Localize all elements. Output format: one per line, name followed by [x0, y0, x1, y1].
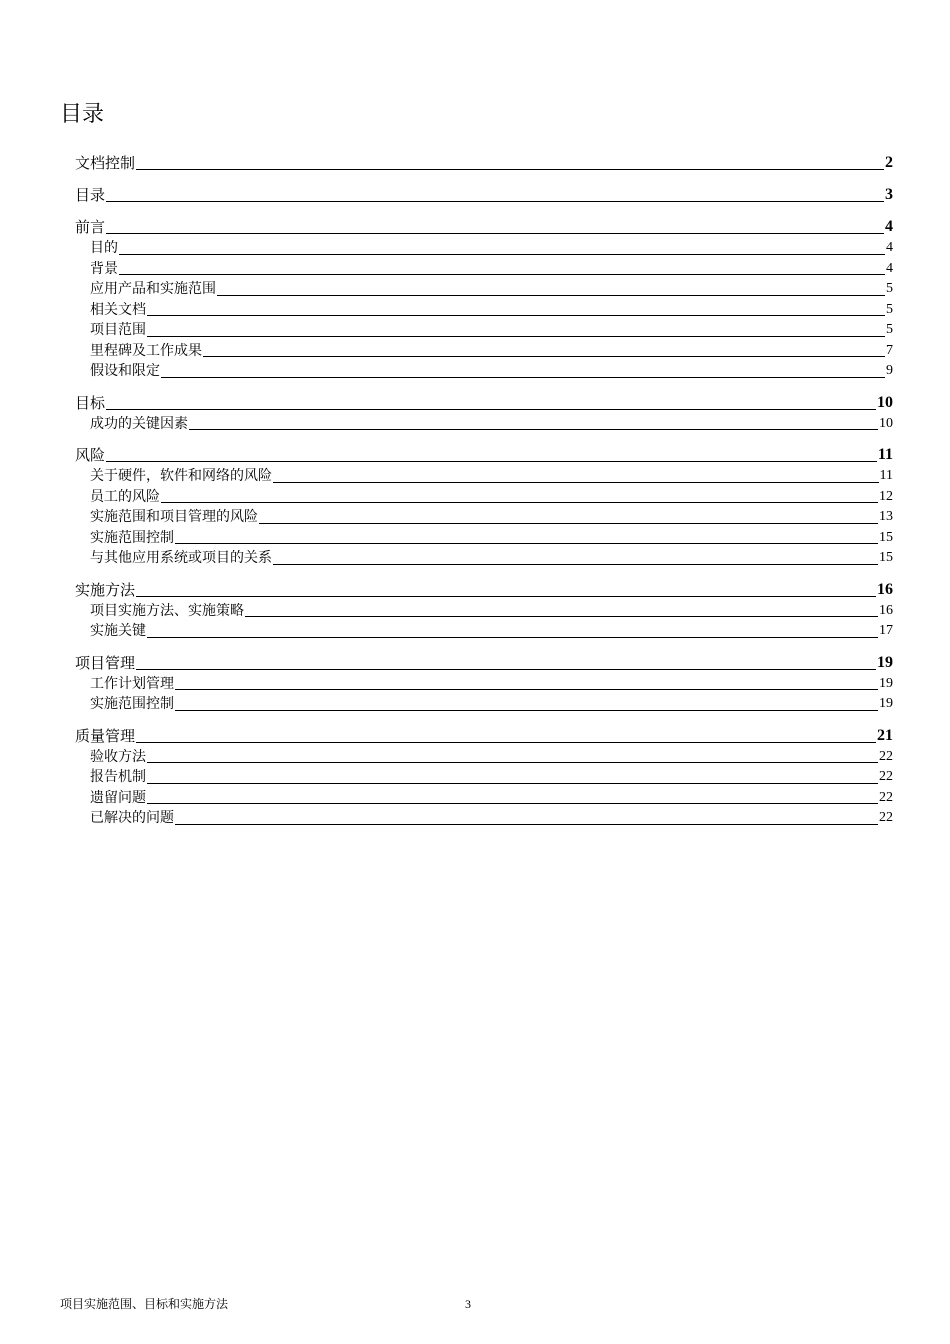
toc-entry-title: 应用产品和实施范围 — [90, 281, 216, 297]
toc-leader-line — [136, 669, 876, 670]
toc-leader-line — [259, 523, 878, 524]
toc-leader-line — [147, 803, 878, 804]
toc-subentry[interactable] — [75, 601, 893, 622]
toc-leader-line — [147, 762, 878, 763]
toc-entry-title: 遗留问题 — [90, 789, 146, 806]
toc-entry-page: 15 — [879, 550, 893, 565]
toc-entry-title: 验收方法 — [90, 748, 146, 765]
toc-entry-page: 17 — [879, 623, 893, 638]
toc-entry-title: 与其他应用系统或项目的关系 — [90, 550, 272, 566]
toc-entry-page: 16 — [877, 580, 893, 598]
toc-entry-page: 21 — [877, 726, 893, 744]
toc-leader-line — [136, 169, 884, 170]
toc-entry[interactable] — [75, 725, 893, 747]
toc-entry-title: 成功的关键因素 — [90, 415, 188, 432]
footer-page-number: 3 — [465, 1297, 471, 1311]
toc-entry[interactable] — [75, 216, 893, 238]
toc-leader-line — [106, 409, 876, 410]
toc-subentry[interactable] — [75, 259, 893, 280]
toc-entry-title: 实施范围控制 — [90, 529, 174, 546]
toc-subentry[interactable] — [75, 694, 893, 715]
footer-document-title: 项目实施范围、目标和实施方法 — [60, 1297, 229, 1311]
toc-entry-title: 已解决的问题 — [90, 810, 174, 826]
toc-entry-title: 实施关键 — [90, 623, 146, 639]
toc-entry-page: 12 — [879, 488, 893, 504]
toc-entry-title: 实施范围和项目管理的风险 — [90, 509, 258, 525]
toc-subentry[interactable] — [75, 528, 893, 549]
toc-subentry[interactable] — [75, 238, 893, 259]
toc-entry-title: 实施范围控制 — [90, 696, 174, 712]
toc-subentry[interactable] — [75, 361, 893, 382]
toc-subentry[interactable] — [75, 487, 893, 508]
toc-subentry[interactable] — [75, 747, 893, 768]
toc-entry-page: 11 — [877, 446, 893, 463]
toc-entry-title: 目的 — [90, 240, 118, 256]
toc-entry-page: 16 — [879, 602, 893, 618]
toc-entry-title: 关于硬件，软件和网络的风险 — [90, 468, 272, 484]
toc-entry-title: 背景 — [90, 260, 118, 277]
toc-entry-page: 22 — [879, 748, 893, 764]
toc-leader-line — [245, 616, 878, 617]
toc-subentry[interactable] — [75, 300, 893, 321]
toc-subentry[interactable] — [75, 621, 893, 642]
toc-entry[interactable] — [75, 184, 893, 206]
toc-entry-page: 10 — [879, 415, 893, 431]
toc-leader-line — [175, 710, 878, 711]
toc-subentry[interactable] — [75, 341, 893, 362]
toc-entry-title: 前言 — [75, 218, 106, 236]
toc-entry-page: 11 — [879, 468, 893, 483]
toc-leader-line — [273, 564, 878, 565]
toc-leader-line — [136, 742, 876, 743]
toc-entry-title: 项目范围 — [90, 322, 146, 338]
toc-leader-line — [119, 274, 885, 275]
toc-leader-line — [175, 689, 878, 690]
toc-entry-title: 质量管理 — [75, 726, 136, 745]
toc-entry-title: 风险 — [75, 446, 106, 464]
toc-leader-line — [119, 254, 885, 255]
toc-subentry[interactable] — [75, 808, 893, 829]
toc-leader-line — [273, 482, 879, 483]
toc-leader-line — [106, 233, 884, 234]
toc-entry-page: 7 — [886, 342, 893, 358]
toc-leader-line — [217, 295, 885, 296]
toc-leader-line — [136, 596, 876, 597]
toc-entry-title: 项目实施方法、实施策略 — [90, 602, 244, 619]
toc-entry-title: 工作计划管理 — [90, 675, 174, 692]
toc-entry-title: 报告机制 — [90, 769, 146, 785]
toc-entry-title: 项目管理 — [75, 653, 136, 672]
toc-entry[interactable] — [75, 579, 893, 601]
toc-entry-page: 5 — [886, 281, 893, 296]
toc-entry-page: 13 — [879, 509, 893, 524]
toc-entry-page: 15 — [879, 529, 893, 545]
toc-entry-title: 目录 — [75, 186, 106, 204]
toc-entry-page: 5 — [886, 322, 893, 337]
toc-entry-page: 9 — [886, 363, 893, 378]
toc-entry[interactable] — [75, 444, 893, 466]
toc-subentry[interactable] — [75, 414, 893, 435]
toc-entry-title: 里程碑及工作成果 — [90, 342, 202, 359]
toc-entry-page: 19 — [879, 675, 893, 691]
toc-leader-line — [147, 315, 885, 316]
toc-entry-page: 19 — [879, 696, 893, 711]
toc-subentry[interactable] — [75, 507, 893, 528]
toc-entry[interactable] — [75, 152, 893, 174]
toc-entry[interactable] — [75, 652, 893, 674]
toc-subentry[interactable] — [75, 548, 893, 569]
toc-entry[interactable] — [75, 392, 893, 414]
toc-leader-line — [147, 783, 878, 784]
toc-subentry[interactable] — [75, 279, 893, 300]
toc-leader-line — [106, 201, 884, 202]
toc-entry-title: 假设和限定 — [90, 363, 160, 379]
toc-entry-title: 文档控制 — [75, 154, 136, 172]
toc-entry-title: 员工的风险 — [90, 488, 160, 505]
toc-leader-line — [189, 429, 878, 430]
toc-leader-line — [161, 502, 878, 503]
toc-entry-page: 2 — [885, 154, 893, 171]
table-of-contents — [75, 152, 893, 829]
toc-leader-line — [106, 461, 877, 462]
toc-entry-title: 目标 — [75, 393, 106, 412]
toc-entry-page: 22 — [879, 769, 893, 784]
toc-entry-page: 4 — [886, 240, 893, 255]
toc-entry-title: 相关文档 — [90, 301, 146, 318]
toc-entry-page: 22 — [879, 810, 893, 825]
toc-leader-line — [161, 377, 885, 378]
toc-subentry[interactable] — [75, 674, 893, 695]
toc-entry-page: 4 — [885, 218, 893, 235]
page-title: 目录 — [60, 102, 105, 127]
toc-subentry[interactable] — [75, 767, 893, 788]
toc-subentry[interactable] — [75, 466, 893, 487]
toc-entry-page: 22 — [879, 789, 893, 805]
toc-entry-page: 10 — [877, 393, 893, 411]
toc-subentry[interactable] — [75, 788, 893, 809]
toc-subentry[interactable] — [75, 320, 893, 341]
toc-entry-page: 5 — [886, 301, 893, 317]
toc-entry-page: 19 — [877, 653, 893, 671]
toc-leader-line — [203, 356, 885, 357]
toc-leader-line — [175, 824, 878, 825]
toc-entry-page: 3 — [885, 186, 893, 203]
toc-entry-page: 4 — [886, 260, 893, 276]
toc-leader-line — [147, 336, 885, 337]
toc-leader-line — [147, 637, 878, 638]
toc-entry-title: 实施方法 — [75, 580, 136, 599]
toc-leader-line — [175, 543, 878, 544]
